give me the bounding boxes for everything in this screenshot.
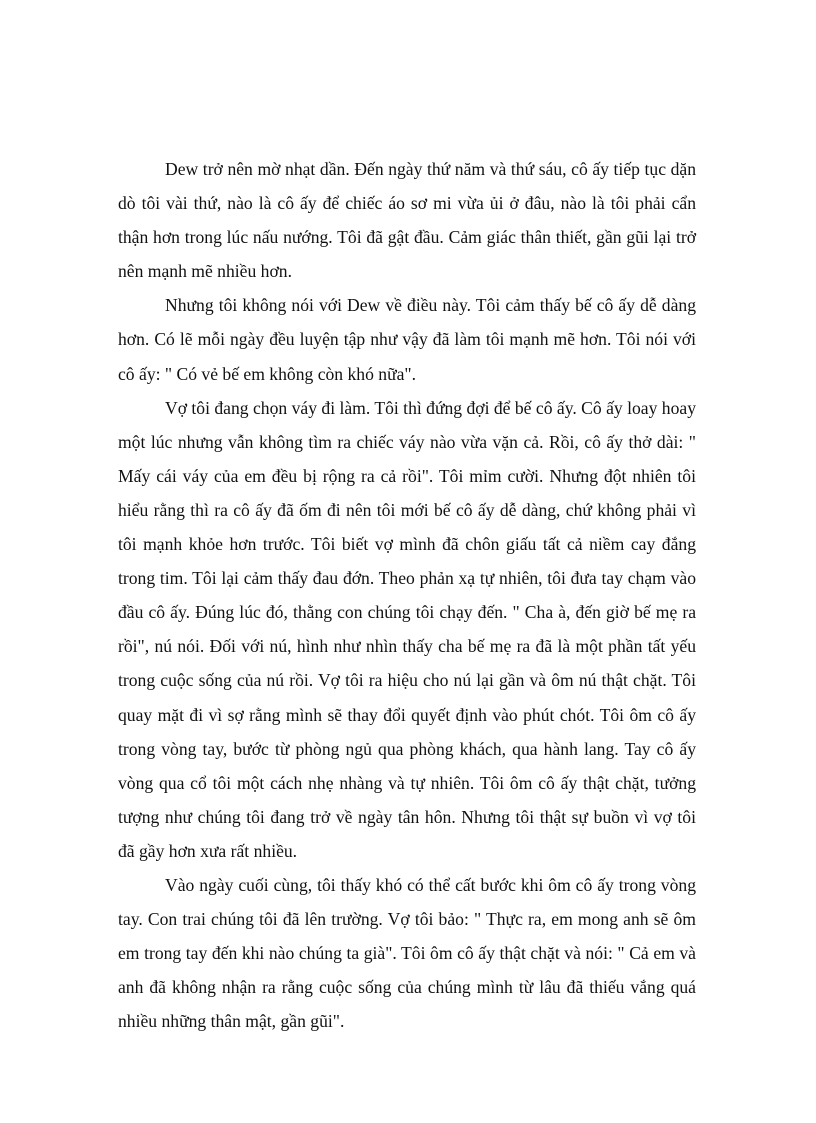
paragraph-2: Nhưng tôi không nói với Dew về điều này. Tôi cảm thấy bế cô ấy dễ dàng hơn. Có lẽ mỗi ngày đều luyện tập như vậy đã làm tôi mạnh mẽ hơn. Tôi nói với cô ấy: " Có vẻ bế em không còn khó nữa".: [118, 295, 696, 384]
paragraph-4: Vào ngày cuối cùng, tôi thấy khó có thể cất bước khi ôm cô ấy trong vòng tay. Con trai chúng tôi đã lên trường. Vợ tôi bảo: " Thực ra, em mong anh sẽ ôm em trong tay đến khi nào chúng ta già". Tôi ôm cô ấy thật chặt và nói: " Cả em và anh đã không nhận ra rằng cuộc sống của chúng mình từ lâu đã thiếu vắng quá nhiều những thân mật, gần gũi".: [118, 874, 696, 1032]
paragraph-1: Dew trở nên mờ nhạt dần. Đến ngày thứ năm và thứ sáu, cô ấy tiếp tục dặn dò tôi vài thứ, nào là cô ấy để chiếc áo sơ mi vừa ủi ở đâu, nào là tôi phải cẩn thận hơn trong lúc nấu nướng. Tôi đã gật đầu. Cảm giác thân thiết, gần gũi lại trở nên mạnh mẽ nhiều hơn.: [118, 159, 696, 282]
paragraph-3: Vợ tôi đang chọn váy đi làm. Tôi thì đứng đợi để bế cô ấy. Cô ấy loay hoay một lúc nhưng vẫn không tìm ra chiếc váy nào vừa vặn cả. Rồi, cô ấy thở dài: " Mấy cái váy của em đều bị rộng ra cả rồi". Tôi mỉm cười. Nhưng đột nhiên tôi hiểu rằng thì ra cô ấy đã ốm đi nên tôi mới bế cô ấy dễ dàng, chứ không phải vì tôi mạnh khỏe hơn trước. Tôi biết vợ mình đã chôn giấu tất cả niềm cay đắng trong tim. Tôi lại cảm thấy đau đớn. Theo phản xạ tự nhiên, tôi đưa tay chạm vào đầu cô ấy. Đúng lúc đó, thằng con chúng tôi chạy đến. " Cha à, đến giờ bế mẹ ra rồi", nú nói. Đối với nú, hình như nhìn thấy cha bế mẹ ra đã là một phần tất yếu trong cuộc sống của nú rồi. Vợ tôi ra hiệu cho nú lại gần và ôm nú thật chặt. Tôi quay mặt đi vì sợ rằng mình sẽ thay đổi quyết định vào phút chót. Tôi ôm cô ấy trong vòng tay, bước từ phòng ngủ qua phòng khách, qua hành lang. Tay cô ấy vòng qua cổ tôi một cách nhẹ nhàng và tự nhiên. Tôi ôm cô ấy thật chặt, tưởng tượng như chúng tôi đang trở về ngày tân hôn. Nhưng tôi thật sự buồn vì vợ tôi đã gầy hơn xưa rất nhiều.: [118, 397, 696, 861]
document-page: [118, 152, 696, 1038]
